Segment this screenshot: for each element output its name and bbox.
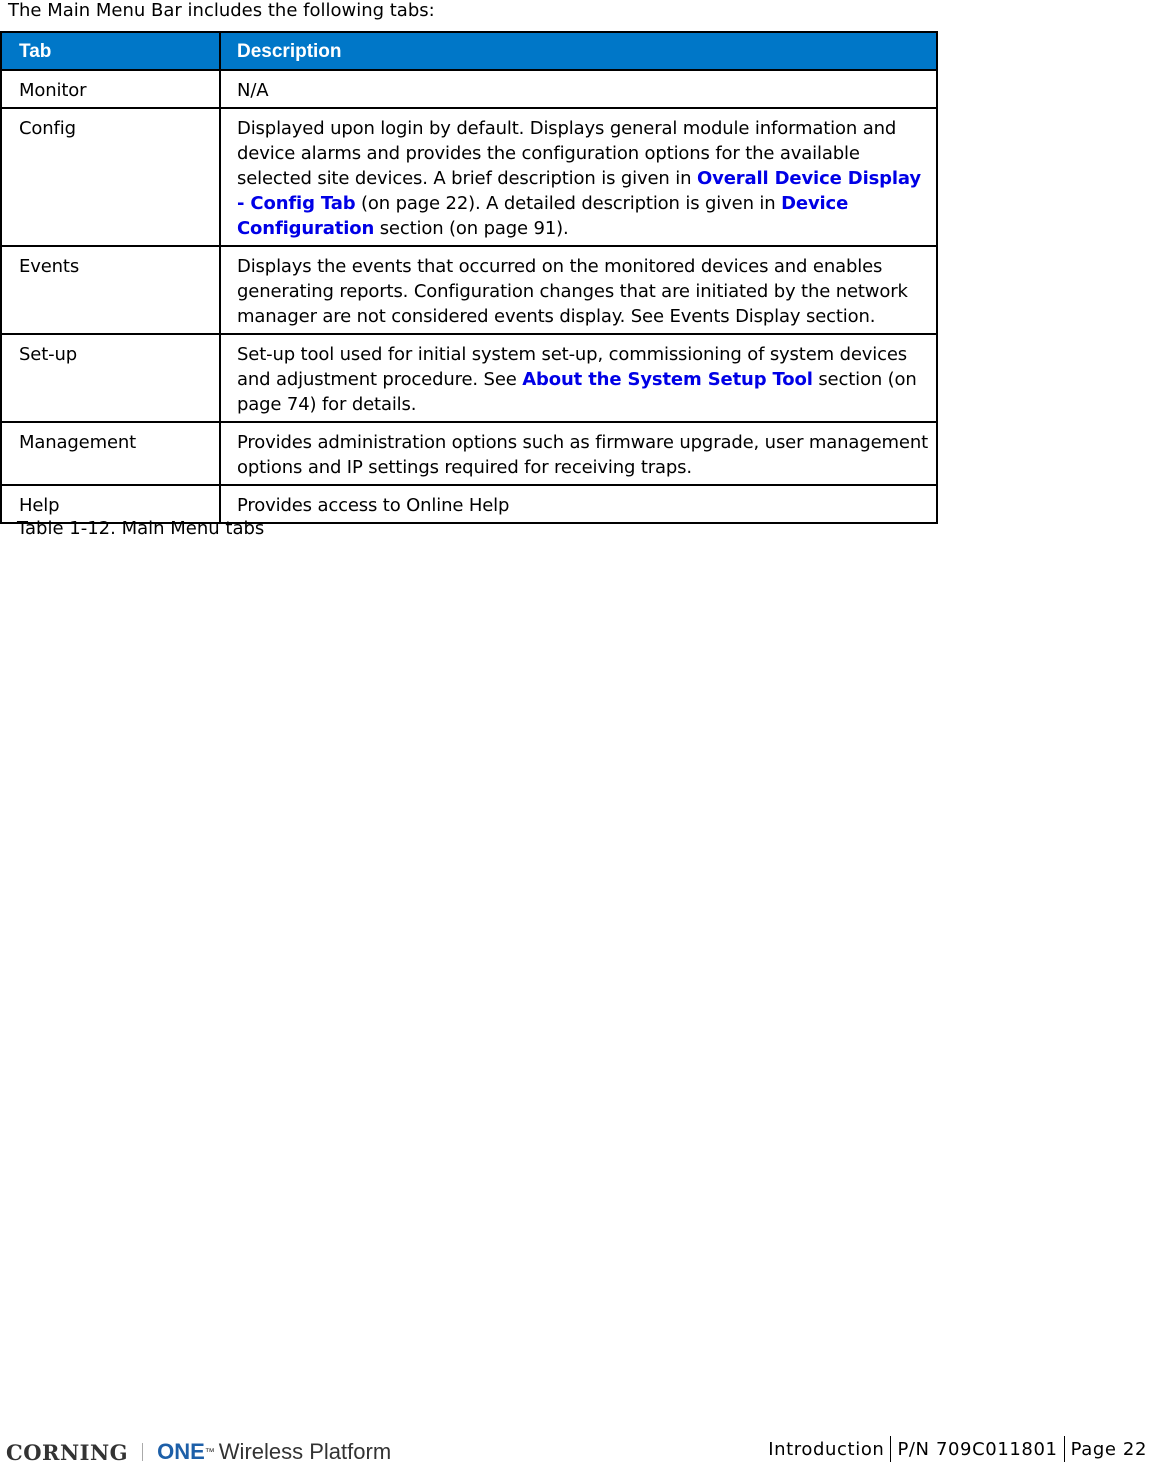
wireless-platform-text: Wireless Platform	[218, 1439, 392, 1464]
footer-page-number: Page 22	[1070, 1438, 1147, 1460]
tab-description-cell	[220, 422, 937, 485]
table-row	[1, 70, 937, 108]
footer-divider	[890, 1436, 891, 1462]
table-row	[1, 334, 937, 422]
description-text: section (on page 74) for details.	[237, 369, 917, 415]
tab-description-cell	[220, 334, 937, 422]
page-footer	[0, 1432, 1153, 1464]
description-text: Displayed upon login by default. Displays general module information and device alarms and provides the configuration options for the available selected site devices. A brief description is given in	[237, 118, 897, 189]
tab-name-cell: Management	[1, 422, 220, 485]
description-text: section (on page 91).	[374, 218, 569, 239]
tab-name-cell: Monitor	[1, 70, 220, 108]
description-text: Provides access to Online Help	[237, 495, 510, 516]
one-logo-text: ONE	[157, 1439, 205, 1464]
trademark-symbol: ™	[204, 1446, 215, 1458]
tab-name-cell: Set-up	[1, 334, 220, 422]
description-text: Displays the events that occurred on the monitored devices and enables generating reports. Configuration changes that are initiated by the network manager are not considered events display. See Events Display section.	[237, 256, 908, 327]
description-text: Set-up tool used for initial system set-up, commissioning of system devices and adjustment procedure. See	[237, 344, 908, 390]
table-header-row	[1, 32, 937, 70]
tab-name-cell: Help	[1, 485, 220, 523]
corning-logo-text: CORNING	[6, 1439, 129, 1465]
description-text: N/A	[237, 80, 269, 101]
tab-description-cell	[220, 70, 937, 108]
table-row	[1, 246, 937, 334]
cross-reference-link[interactable]: Overall Device Display - Config Tab	[237, 168, 921, 214]
tab-name-cell: Events	[1, 246, 220, 334]
tab-name-cell: Config	[1, 108, 220, 246]
intro-text: The Main Menu Bar includes the following tabs:	[8, 0, 435, 21]
main-menu-tabs-table	[0, 31, 938, 524]
table-row	[1, 422, 937, 485]
tab-description-cell	[220, 485, 937, 523]
footer-info	[768, 1436, 1147, 1462]
footer-section: Introduction	[768, 1438, 885, 1460]
tab-description-cell	[220, 246, 937, 334]
header-description: Description	[220, 32, 937, 70]
footer-divider	[1064, 1436, 1065, 1462]
footer-part-number: P/N 709C011801	[897, 1438, 1058, 1460]
tab-description-cell	[220, 108, 937, 246]
table-caption: Table 1-12. Main Menu tabs	[17, 518, 265, 539]
cross-reference-link[interactable]: Device Configuration	[237, 193, 849, 239]
logo-divider	[142, 1443, 143, 1461]
cross-reference-link[interactable]: About the System Setup Tool	[522, 369, 813, 390]
header-tab: Tab	[1, 32, 220, 70]
description-text: Provides administration options such as firmware upgrade, user management options and IP settings required for receiving traps.	[237, 432, 928, 478]
table-body	[1, 70, 937, 523]
table-row	[1, 108, 937, 246]
description-text: (on page 22). A detailed description is given in	[355, 193, 782, 214]
corning-one-logo	[6, 1439, 391, 1465]
